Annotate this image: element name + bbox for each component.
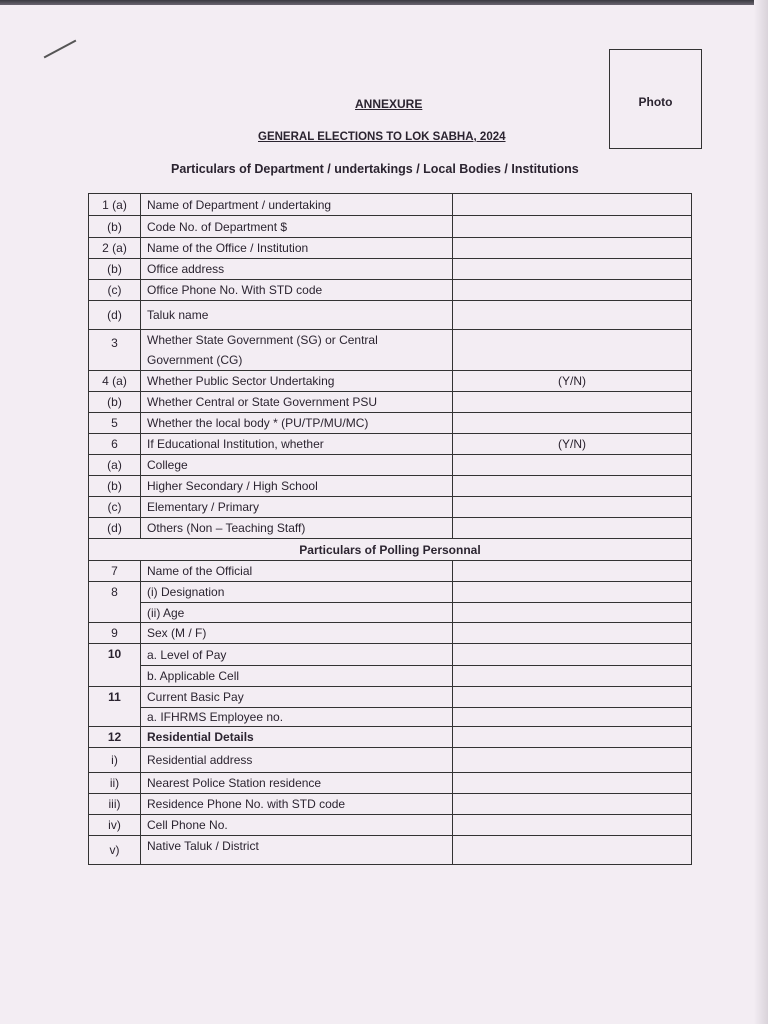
field-label-continued: Government (CG)	[147, 353, 243, 367]
field-label: College	[141, 455, 453, 476]
row-number: (d)	[89, 301, 141, 330]
field-label: Sex (M / F)	[141, 623, 453, 644]
ifhrms-employee-no-field[interactable]	[453, 708, 692, 727]
row-number: 4 (a)	[89, 371, 141, 392]
row-number: (b)	[89, 259, 141, 280]
field-label: Cell Phone No.	[141, 815, 453, 836]
table-row	[89, 330, 692, 371]
table-row	[89, 748, 692, 773]
particulars-form-table	[88, 193, 692, 865]
row-number: 11	[89, 687, 141, 727]
row-number: 6	[89, 434, 141, 455]
row-number: 5	[89, 413, 141, 434]
field-label: Residential address	[141, 748, 453, 773]
table-row	[89, 455, 692, 476]
others-field[interactable]	[453, 518, 692, 539]
section-heading: Particulars of Polling Personnal	[89, 539, 692, 561]
cell-phone-field[interactable]	[453, 815, 692, 836]
table-row	[89, 413, 692, 434]
table-row	[89, 794, 692, 815]
table-row	[89, 623, 692, 644]
field-label: Whether the local body * (PU/TP/MU/MC)	[141, 413, 453, 434]
table-row	[89, 216, 692, 238]
basic-pay-field[interactable]	[453, 687, 692, 708]
row-number: iii)	[89, 794, 141, 815]
row-number: 9	[89, 623, 141, 644]
office-address-field[interactable]	[453, 259, 692, 280]
table-row	[89, 476, 692, 497]
field-label: Taluk name	[141, 301, 453, 330]
table-row	[89, 518, 692, 539]
row-number: (b)	[89, 476, 141, 497]
row-number: (c)	[89, 280, 141, 301]
table-row	[89, 238, 692, 259]
table-row	[89, 687, 692, 708]
row-number: 3	[89, 330, 141, 371]
photo-box	[609, 49, 702, 149]
row-number: 7	[89, 561, 141, 582]
table-row	[89, 497, 692, 518]
table-row	[89, 603, 692, 623]
table-row	[89, 434, 692, 455]
govt-type-field[interactable]	[453, 330, 692, 371]
college-field[interactable]	[453, 455, 692, 476]
table-row	[89, 815, 692, 836]
table-row	[89, 392, 692, 413]
native-taluk-field[interactable]	[453, 836, 692, 865]
page-top-edge	[0, 0, 768, 5]
local-body-field[interactable]	[453, 413, 692, 434]
row-number: v)	[89, 836, 141, 865]
particulars-heading: Particulars of Department / undertakings / Local Bodies / Institutions	[171, 162, 579, 176]
table-row	[89, 539, 692, 561]
age-field[interactable]	[453, 603, 692, 623]
field-label: Code No. of Department $	[141, 216, 453, 238]
table-row	[89, 301, 692, 330]
table-row	[89, 561, 692, 582]
field-label: a. Level of Pay	[141, 644, 453, 666]
pen-mark	[44, 40, 77, 59]
page-right-edge	[754, 0, 768, 1024]
office-name-field[interactable]	[453, 238, 692, 259]
table-row	[89, 773, 692, 794]
elementary-field[interactable]	[453, 497, 692, 518]
educational-yn-field[interactable]: (Y/N)	[453, 434, 692, 455]
department-name-field[interactable]	[453, 194, 692, 216]
row-number: ii)	[89, 773, 141, 794]
police-station-field[interactable]	[453, 773, 692, 794]
field-label: Others (Non – Teaching Staff)	[141, 518, 453, 539]
table-row	[89, 836, 692, 865]
psu-type-field[interactable]	[453, 392, 692, 413]
field-label: Native Taluk / District	[141, 836, 453, 865]
field-label: Elementary / Primary	[141, 497, 453, 518]
field-label: Office Phone No. With STD code	[141, 280, 453, 301]
field-label: Current Basic Pay	[141, 687, 453, 708]
row-number: 2 (a)	[89, 238, 141, 259]
row-number: (a)	[89, 455, 141, 476]
residence-phone-field[interactable]	[453, 794, 692, 815]
designation-field[interactable]	[453, 582, 692, 603]
annexure-heading: ANNEXURE	[355, 97, 423, 111]
field-label: (ii) Age	[141, 603, 453, 623]
field-label: Name of Department / undertaking	[141, 194, 453, 216]
row-number: (b)	[89, 216, 141, 238]
row-number: 8	[89, 582, 141, 623]
field-label: Name of the Office / Institution	[141, 238, 453, 259]
applicable-cell-field[interactable]	[453, 666, 692, 687]
field-label: If Educational Institution, whether	[141, 434, 453, 455]
field-label: (i) Designation	[141, 582, 453, 603]
table-row	[89, 644, 692, 666]
field-label: Name of the Official	[141, 561, 453, 582]
field-label: Whether Central or State Government PSU	[141, 392, 453, 413]
department-code-field[interactable]	[453, 216, 692, 238]
sex-field[interactable]	[453, 623, 692, 644]
table-row	[89, 280, 692, 301]
row-number: 1 (a)	[89, 194, 141, 216]
table-row	[89, 194, 692, 216]
row-number: iv)	[89, 815, 141, 836]
field-label: Office address	[141, 259, 453, 280]
field-label: b. Applicable Cell	[141, 666, 453, 687]
psu-yn-field[interactable]: (Y/N)	[453, 371, 692, 392]
field-label: Residence Phone No. with STD code	[141, 794, 453, 815]
row-number: (b)	[89, 392, 141, 413]
table-row	[89, 708, 692, 727]
table-row	[89, 727, 692, 748]
row-number: (c)	[89, 497, 141, 518]
taluk-name-field[interactable]	[453, 301, 692, 330]
field-label: a. IFHRMS Employee no.	[141, 708, 453, 727]
table-row	[89, 666, 692, 687]
row-number: 12	[89, 727, 141, 748]
photo-label: Photo	[638, 95, 673, 109]
table-row	[89, 582, 692, 603]
higher-secondary-field[interactable]	[453, 476, 692, 497]
office-phone-field[interactable]	[453, 280, 692, 301]
field-label: Residential Details	[141, 727, 453, 748]
official-name-field[interactable]	[453, 561, 692, 582]
field-label: Nearest Police Station residence	[141, 773, 453, 794]
residential-details-field[interactable]	[453, 727, 692, 748]
row-number: (d)	[89, 518, 141, 539]
field-label: Higher Secondary / High School	[141, 476, 453, 497]
field-label: Whether State Government (SG) or Central	[147, 333, 378, 347]
residential-address-field[interactable]	[453, 748, 692, 773]
level-of-pay-field[interactable]	[453, 644, 692, 666]
field-label: Whether Public Sector Undertaking	[141, 371, 453, 392]
election-title: GENERAL ELECTIONS TO LOK SABHA, 2024	[258, 131, 506, 143]
row-number: i)	[89, 748, 141, 773]
row-number: 10	[89, 644, 141, 687]
table-row	[89, 259, 692, 280]
table-row	[89, 371, 692, 392]
